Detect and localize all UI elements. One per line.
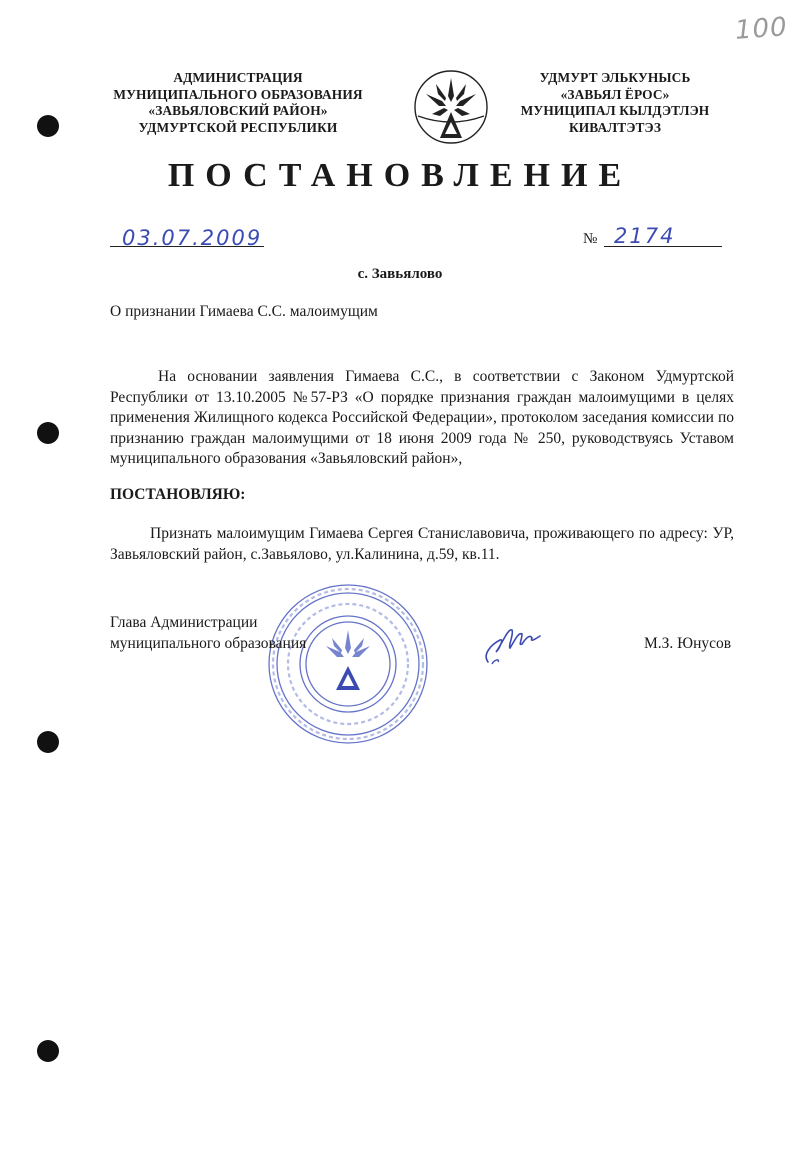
header-left-line: УДМУРТСКОЙ РЕСПУБЛИКИ <box>138 119 338 135</box>
header-left <box>108 70 368 136</box>
date-handwritten: 03.07.2009 <box>122 226 263 250</box>
number-underline <box>604 246 722 247</box>
basis-paragraph: На основании заявления Гимаева С.С., в соответствии с Законом Удмуртской Республики от 13.10.2005 №57-РЗ «О порядке признания граждан малоимущими в целях применения Жилищного кодекса Российской Федерации», протоколом заседания комиссии по признанию граждан малоимущими от 18 июня 2009 года № 250, руководствуясь Уставом муниципального образования «Завьяловский район», <box>110 368 734 468</box>
header-right <box>515 70 715 136</box>
coat-of-arms-icon <box>412 68 490 146</box>
header-left-line: МУНИЦИПАЛЬНОГО ОБРАЗОВАНИЯ <box>113 86 363 102</box>
position-line: муниципального образования <box>110 635 307 652</box>
signatory-name: М.З. Юнусов <box>644 635 732 652</box>
page-mark: 100 <box>734 12 789 46</box>
handwritten-signature <box>478 614 550 670</box>
punch-hole <box>37 422 59 444</box>
punch-hole <box>37 731 59 753</box>
header-right-line: КИВАЛТЭТЭЗ <box>568 119 662 135</box>
date-underline <box>110 246 264 247</box>
number-label: № <box>583 231 598 247</box>
header-right-line: «ЗАВЬЯЛ ЁРОС» <box>560 86 670 102</box>
header-left-line: «ЗАВЬЯЛОВСКИЙ РАЙОН» <box>148 103 328 118</box>
header-right-line: МУНИЦИПАЛ КЫЛДЭТЛЭН <box>520 103 710 118</box>
punch-hole <box>37 1040 59 1062</box>
punch-hole <box>37 115 59 137</box>
place-name: с. Завьялово <box>357 266 443 282</box>
header-right-line: УДМУРТ ЭЛЬКУНЫСЬ <box>539 70 691 85</box>
header-left-line: АДМИНИСТРАЦИЯ <box>173 70 303 85</box>
number-handwritten: 2174 <box>614 224 676 248</box>
document-title: ПОСТАНОВЛЕНИЕ <box>167 157 633 194</box>
document-subject: О признании Гимаева С.С. малоимущим <box>110 303 378 320</box>
signatory-position <box>110 612 306 654</box>
official-stamp <box>266 582 430 746</box>
decision-paragraph: Признать малоимущим Гимаева Сергея Станиславовича, проживающего по адресу: УР, Завьяловский район, с.Завьялово, ул.Калинина, д.59, кв.11. <box>110 525 734 563</box>
resolve-label: ПОСТАНОВЛЯЮ: <box>110 486 246 503</box>
position-line: Глава Администрации <box>110 614 258 631</box>
